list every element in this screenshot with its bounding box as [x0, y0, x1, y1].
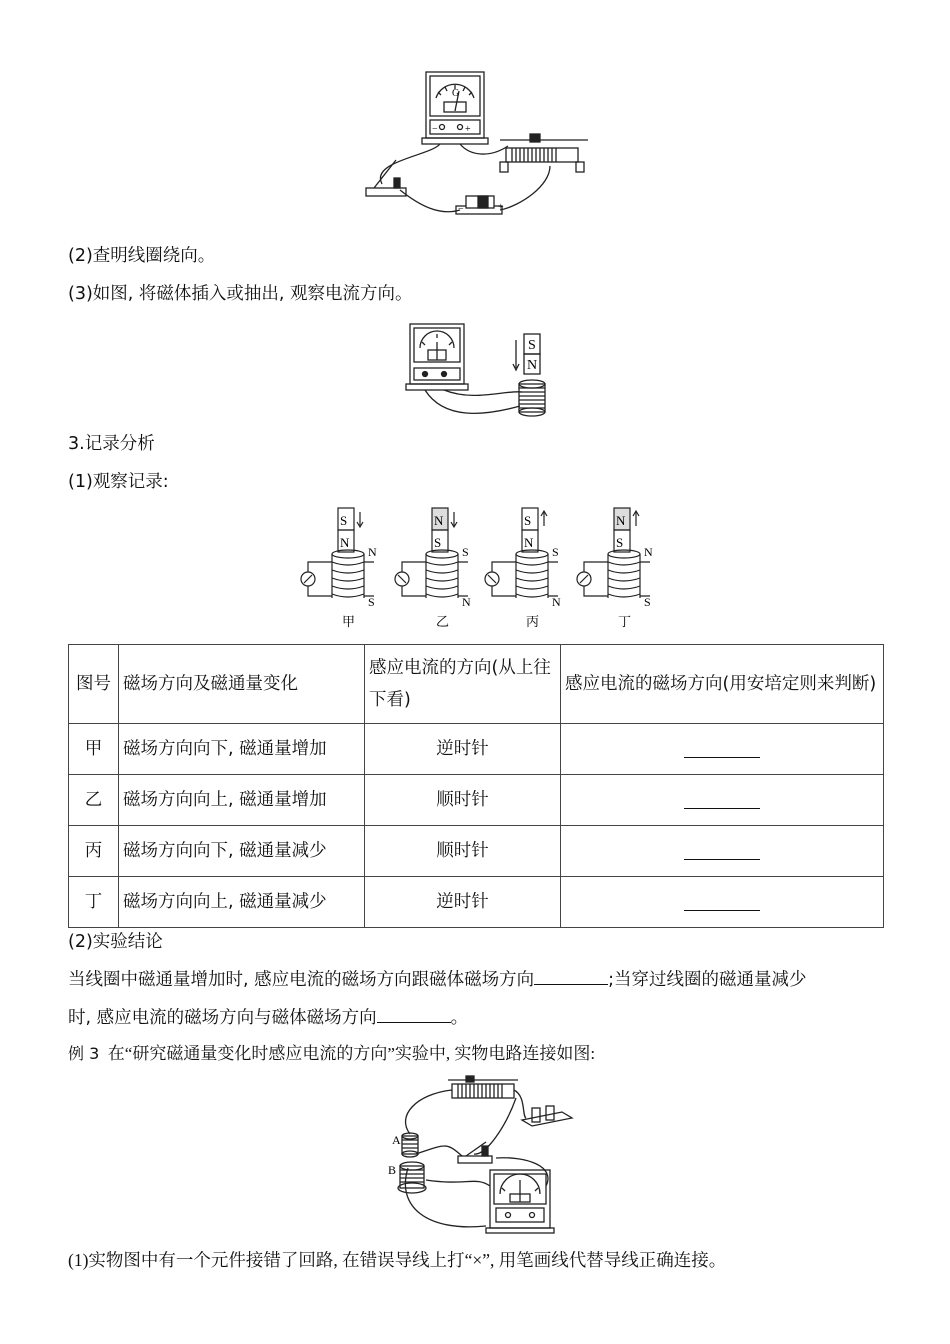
- example-question-1: (1)实物图中有一个元件接错了回路, 在错误导线上打“×”, 用笔画线代替导线正确连接。: [68, 1250, 727, 1270]
- example-text: 在“研究磁通量变化时感应电流的方向”实验中, 实物电路连接如图:: [107, 1044, 596, 1063]
- header-cell: 磁场方向及磁通量变化: [119, 645, 365, 724]
- coil-diagrams: [296, 504, 666, 634]
- circuit-figure-1: [360, 66, 600, 228]
- answer-blank[interactable]: [684, 741, 760, 758]
- circuit-figure-2: [404, 320, 564, 420]
- row-current: 顺时针: [365, 826, 561, 877]
- row-id: 乙: [69, 775, 119, 826]
- table-row: [69, 877, 884, 928]
- pole-label: S: [340, 513, 348, 528]
- row-id: 甲: [69, 724, 119, 775]
- magnet-pole-top: S: [528, 338, 536, 353]
- coil-caption: 甲: [342, 614, 356, 629]
- conclusion-line-2: [68, 1004, 468, 1030]
- conclusion-text: 当线圈中磁通量增加时, 感应电流的磁场方向跟磁体磁场方向: [68, 970, 535, 990]
- battery-minus: −: [458, 204, 464, 215]
- row-id: 丁: [69, 877, 119, 928]
- row-current: 逆时针: [365, 877, 561, 928]
- pole-label: S: [434, 535, 442, 550]
- step-2-text: (2)查明线圈绕向。: [68, 246, 216, 266]
- section-3-sub1: (1)观察记录:: [68, 472, 169, 492]
- example-3-line: [68, 1042, 595, 1066]
- conclusion-line-1: [68, 966, 807, 992]
- header-cell: 图号: [69, 645, 119, 724]
- header-cell: 感应电流的方向(从上往下看): [365, 645, 561, 724]
- coil-panel-jia: [301, 508, 377, 629]
- row-change: 磁场方向向上, 磁通量减少: [119, 877, 365, 928]
- conclusion-blank-2[interactable]: [377, 1004, 451, 1023]
- table-row: [69, 724, 884, 775]
- record-table: [68, 644, 884, 928]
- conclusion-title: (2)实验结论: [68, 932, 163, 952]
- coil-pole-label: S: [552, 545, 559, 559]
- coil-pole-label: S: [368, 595, 375, 609]
- conclusion-text: 。: [450, 1008, 469, 1028]
- battery-plus: +: [498, 202, 504, 213]
- answer-blank[interactable]: [684, 894, 760, 911]
- row-change: 磁场方向向下, 磁通量增加: [119, 724, 365, 775]
- coil-a-label: A: [392, 1133, 401, 1147]
- coil-pole-label: N: [462, 595, 471, 609]
- coil-b-label: B: [388, 1163, 397, 1177]
- pole-label: S: [616, 535, 624, 550]
- answer-blank[interactable]: [684, 843, 760, 860]
- table-row: [69, 775, 884, 826]
- coil-pole-label: N: [368, 545, 377, 559]
- row-current: 顺时针: [365, 775, 561, 826]
- galvanometer-letter: G: [452, 88, 460, 99]
- minus-sign: −: [432, 124, 438, 135]
- row-change: 磁场方向向下, 磁通量减少: [119, 826, 365, 877]
- coil-pole-label: S: [462, 545, 469, 559]
- coil-pole-label: N: [552, 595, 561, 609]
- coil-panel-yi: [395, 508, 471, 629]
- circuit-figure-3: [386, 1076, 576, 1236]
- coil-caption: 乙: [436, 614, 450, 629]
- row-current: 逆时针: [365, 724, 561, 775]
- pole-label: S: [524, 513, 532, 528]
- pole-label: N: [524, 535, 534, 550]
- pole-label: N: [340, 535, 350, 550]
- coil-pole-label: N: [644, 545, 653, 559]
- conclusion-text: ;当穿过线圈的磁通量减少: [608, 970, 807, 990]
- coil-caption: 丁: [618, 614, 632, 629]
- coil-caption: 丙: [526, 614, 540, 629]
- header-cell: 感应电流的磁场方向(用安培定则来判断): [561, 645, 884, 724]
- example-label: 例 3: [68, 1044, 100, 1063]
- row-change: 磁场方向向上, 磁通量增加: [119, 775, 365, 826]
- table-row: [69, 826, 884, 877]
- plus-sign: +: [465, 124, 471, 135]
- step-3-text: (3)如图, 将磁体插入或抽出, 观察电流方向。: [68, 284, 413, 304]
- conclusion-text: 时, 感应电流的磁场方向与磁体磁场方向: [68, 1008, 377, 1028]
- magnet-pole-bottom: N: [527, 358, 538, 373]
- coil-panel-bing: [485, 508, 561, 629]
- table-header-row: [69, 645, 884, 724]
- pole-label: N: [616, 513, 626, 528]
- coil-panel-ding: [577, 508, 653, 629]
- row-id: 丙: [69, 826, 119, 877]
- section-3-title: 3.记录分析: [68, 434, 155, 454]
- answer-blank[interactable]: [684, 792, 760, 809]
- conclusion-blank-1[interactable]: [534, 966, 608, 985]
- coil-pole-label: S: [644, 595, 651, 609]
- pole-label: N: [434, 513, 444, 528]
